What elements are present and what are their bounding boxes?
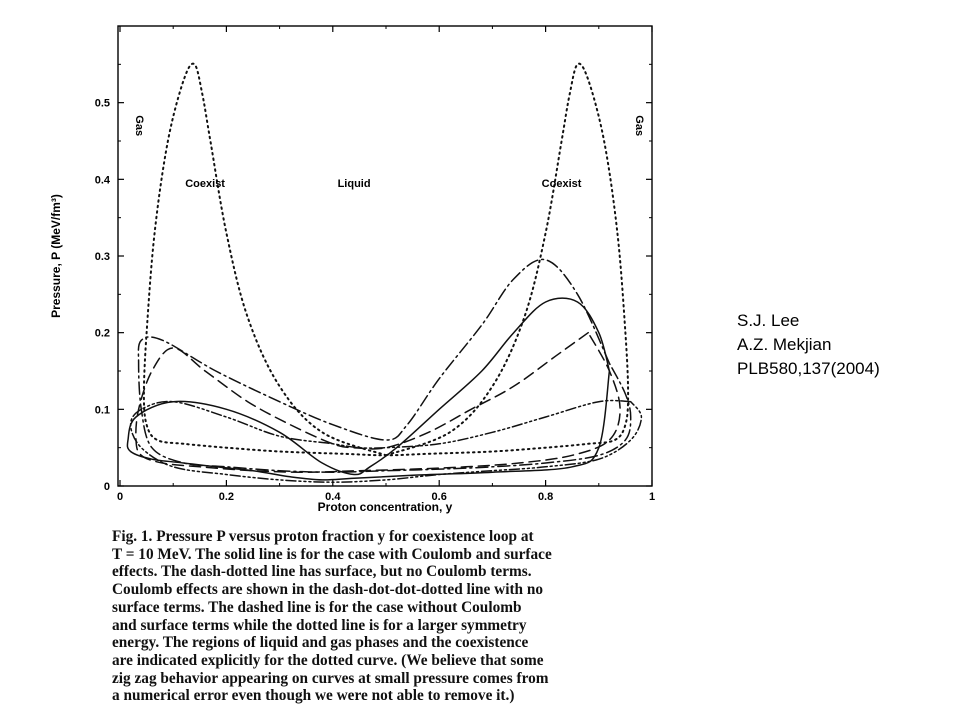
x-tick-label: 0.6: [431, 491, 447, 503]
caption-line: T = 10 MeV. The solid line is for the case with Coulomb and surface: [112, 545, 552, 563]
x-axis-title: Proton concentration, y: [317, 500, 453, 514]
figure-caption: [112, 528, 662, 705]
y-tick-label: 0.4: [94, 174, 110, 187]
caption-line: Fig. 1. Pressure P versus proton fraction y for coexistence loop at: [112, 528, 534, 545]
caption-line: a numerical error even though we were not able to remove it.): [112, 687, 515, 705]
caption-line: effects. The dash-dotted line has surface, but no Coulomb terms.: [112, 563, 532, 581]
plot-frame: [118, 26, 652, 486]
journal-reference: PLB580,137(2004): [737, 359, 880, 378]
x-tick-label: 0.2: [218, 491, 235, 503]
y-tick-label: 0.5: [94, 97, 110, 110]
y-tick-label: 0.2: [94, 327, 110, 340]
caption-line: zig zag behavior appearing on curves at small pressure comes from: [112, 669, 549, 687]
series-solid-line: [127, 298, 609, 480]
author-name: A.Z. Mekjian: [737, 335, 832, 354]
caption-line: energy. The regions of liquid and gas phases and the coexistence: [112, 634, 529, 652]
series-dotted-line: [144, 64, 628, 456]
x-tick-label: 1: [648, 491, 656, 503]
y-axis-title: Pressure, P (MeV/fm³): [49, 194, 63, 318]
series-dash-dot-line: [138, 259, 630, 472]
annotation-label: Gas: [633, 115, 645, 137]
y-tick-label: 0.1: [94, 404, 110, 417]
caption-line: are indicated explicitly for the dotted curve. (We believe that some: [112, 651, 544, 669]
y-tick-label: 0: [103, 481, 110, 493]
series-layer: [127, 64, 641, 483]
annotation-label: Coexist: [541, 178, 582, 190]
annotation-layer: [133, 115, 645, 190]
x-tick-label: 0.8: [537, 491, 554, 503]
author-name: S.J. Lee: [737, 311, 800, 330]
credits-block: [737, 309, 880, 381]
caption-line: and surface terms while the dotted line is for a larger symmetry: [112, 616, 527, 634]
x-tick-label: 0: [116, 491, 124, 503]
series-dashed-line: [136, 333, 620, 473]
annotation-label: Liquid: [337, 178, 371, 190]
annotation-label: Gas: [133, 115, 145, 137]
pressure-chart: [40, 10, 680, 520]
x-tick-label: 0.4: [325, 491, 341, 503]
caption-line: surface terms. The dashed line is for the case without Coulomb: [112, 598, 522, 616]
y-tick-label: 0.3: [94, 251, 110, 263]
annotation-label: Coexist: [185, 178, 225, 190]
caption-line: Coulomb effects are shown in the dash-dot-dot-dotted line with no: [112, 581, 544, 599]
